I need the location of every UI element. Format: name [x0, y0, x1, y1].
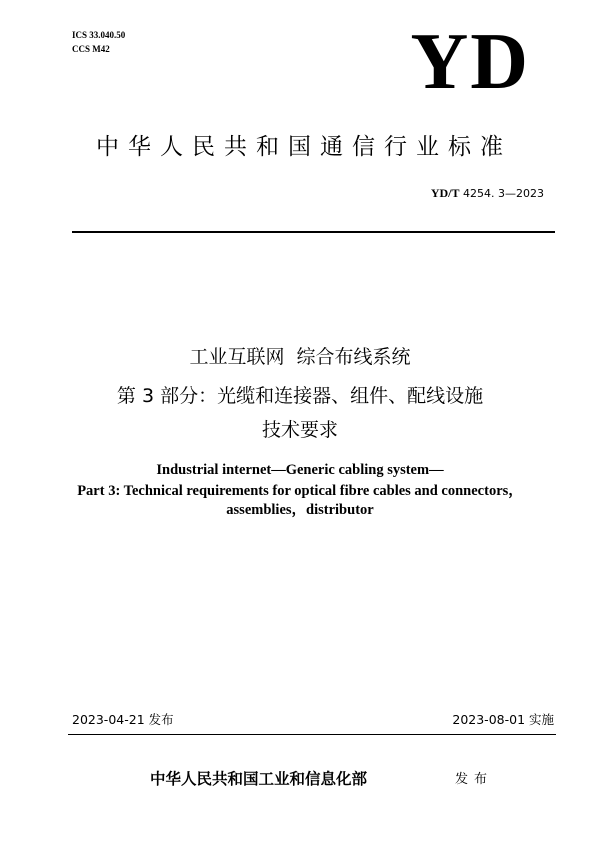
yd-logo: YD [410, 18, 530, 106]
ics-code: ICS 33.040.50 [72, 30, 126, 40]
title-en-line-1: Industrial internet—Generic cabling system— [156, 462, 444, 478]
title-en-line-2: Part 3: Technical requirements for optical fibre cables and connectors， [77, 483, 523, 499]
top-divider [72, 231, 555, 233]
bottom-divider [68, 734, 556, 735]
title-en-line-3: assemblies，distributor [226, 502, 374, 518]
standard-code-number: 4254. 3—2023 [463, 187, 544, 200]
title-cn-line-1: 工业互联网 综合布线系统 [189, 346, 411, 368]
standard-code [431, 186, 544, 201]
standard-code-prefix: YD/T [430, 186, 460, 200]
issuing-authority: 中华人民共和国工业和信息化部 [150, 769, 368, 788]
issue-label: 发布 [455, 772, 494, 787]
ccs-code: CCS M42 [72, 44, 110, 54]
title-cn-line-2: 第 3 部分：光缆和连接器、组件、配线设施 [116, 385, 484, 407]
title-cn-line-3: 技术要求 [261, 419, 338, 441]
standard-category-title: 中华人民共和国通信行业标准 [96, 134, 512, 160]
publish-date: 2023-04-21 发布 [72, 712, 174, 727]
implement-date: 2023-08-01 实施 [452, 712, 554, 727]
